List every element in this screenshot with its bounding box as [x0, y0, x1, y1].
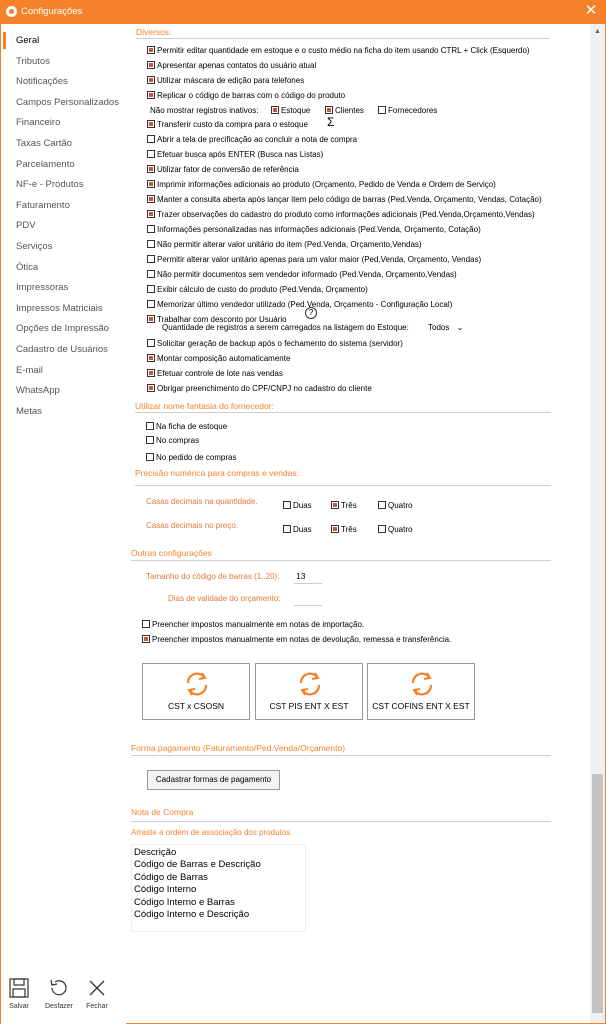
stock-records-qty-select[interactable]	[428, 321, 470, 334]
checkbox-label: Três	[341, 501, 357, 510]
divider	[135, 412, 551, 413]
cst-mapping-button[interactable]	[367, 663, 475, 720]
section-title-nota-compra: Nota de Compra	[131, 807, 194, 817]
checkbox[interactable]	[147, 339, 155, 347]
quote-validity-input[interactable]	[294, 592, 322, 606]
list-item[interactable]: Código Interno e Barras	[134, 896, 235, 908]
checkbox[interactable]	[146, 436, 154, 444]
checkbox-label: Utilizar máscara de edição para telefones	[157, 76, 305, 85]
divider	[135, 485, 551, 486]
save-button[interactable]	[5, 977, 33, 1017]
section-title-diversos: Diversos:	[136, 27, 172, 37]
checkbox[interactable]	[325, 106, 333, 114]
cst-mapping-button[interactable]	[142, 663, 250, 720]
checkbox[interactable]	[378, 106, 386, 114]
checkbox[interactable]	[147, 135, 155, 143]
checkbox[interactable]	[147, 180, 155, 188]
checkbox[interactable]	[147, 384, 155, 392]
checkbox-label: Transferir custo da compra para o estoque	[157, 120, 308, 129]
divider	[131, 755, 551, 756]
checkbox-label: No compras	[156, 436, 200, 445]
section-title-precisao: Precisão numérica para compras e vendas:	[135, 468, 299, 478]
checkbox-label: Imprimir informações adicionais ao produto (Orçamento, Pedido de Venda e Ordem de Serviço)	[157, 180, 496, 189]
checkbox-label: Manter a consulta aberta após lançar item pelo código de barras (Ped.Venda, Orçamento, Vendas, Cotação)	[157, 195, 542, 204]
sidebar-item[interactable]: Impressos Matriciais	[16, 302, 103, 314]
sidebar-item[interactable]: Ótica	[16, 261, 39, 273]
divider	[131, 821, 551, 822]
scroll-up-arrow-icon[interactable]: ▲	[594, 28, 601, 35]
divider	[131, 560, 551, 561]
list-item[interactable]: Descrição	[134, 847, 177, 858]
list-item[interactable]: Código de Barras e Descrição	[134, 859, 261, 871]
undo-icon	[48, 977, 70, 999]
close-button[interactable]	[83, 977, 111, 1017]
app-logo-icon	[6, 6, 17, 17]
checkbox-label: Obrigar preenchimento do CPF/CNPJ no cadastro do cliente	[157, 384, 372, 393]
undo-button[interactable]	[44, 977, 74, 1017]
sidebar-item[interactable]: Geral	[3, 32, 121, 49]
checkbox[interactable]	[147, 354, 155, 362]
scroll-thumb[interactable]	[592, 774, 603, 1013]
checkbox[interactable]	[147, 91, 155, 99]
quote-validity-label: Dias de validade do orçamento:	[168, 594, 281, 603]
window-close-button[interactable]: ✕	[584, 2, 598, 19]
sidebar-item[interactable]: Campos Personalizados	[16, 96, 119, 108]
checkbox-label: Duas	[293, 501, 312, 510]
window-title: Configurações	[21, 6, 83, 17]
sidebar-item[interactable]: Parcelamento	[16, 158, 75, 170]
cst-mapping-button-label: CST COFINS ENT X EST	[372, 701, 470, 711]
checkbox[interactable]	[146, 453, 154, 461]
checkbox-label: Solicitar geração de backup após o fechamento do sistema (servidor)	[157, 339, 403, 348]
checkbox[interactable]	[283, 525, 291, 533]
undo-label: Desfazer	[44, 1003, 73, 1010]
checkbox[interactable]	[147, 225, 155, 233]
decimal-places-label: Casas decimais no preço.	[146, 521, 239, 530]
checkbox[interactable]	[147, 165, 155, 173]
checkbox-label: Abrir a tela de precificação ao concluir a nota de compra	[157, 135, 358, 144]
checkbox-label: Trabalhar com desconto por Usuário	[157, 315, 287, 324]
checkbox-label: Permitir alterar valor unitário apenas para um valor maior (Ped.Venda, Orçamento, Vendas)	[157, 255, 482, 264]
divider	[136, 38, 550, 39]
chevron-down-icon: ⌄	[456, 323, 464, 332]
register-payment-methods-button[interactable]: Cadastrar formas de pagamento	[147, 770, 280, 790]
checkbox[interactable]	[147, 210, 155, 218]
stock-records-qty-value: Todos	[428, 323, 450, 332]
checkbox[interactable]	[147, 255, 155, 263]
close-icon	[86, 977, 108, 999]
checkbox-label: Três	[341, 525, 357, 534]
refresh-icon	[296, 670, 324, 698]
checkbox[interactable]	[147, 300, 155, 308]
sidebar-item[interactable]: Tributos	[16, 55, 50, 67]
checkbox[interactable]	[146, 422, 154, 430]
sigma-icon[interactable]: Σ	[327, 115, 335, 129]
sidebar-item[interactable]: Notificações	[16, 76, 68, 88]
checkbox-label: Informações personalizadas nas informações adicionais (Ped.Venda, Orçamento, Cotação)	[157, 225, 481, 234]
checkbox-label: Duas	[293, 525, 312, 534]
checkbox[interactable]	[378, 501, 386, 509]
checkbox[interactable]	[271, 106, 279, 114]
checkbox[interactable]	[147, 76, 155, 84]
list-item[interactable]: Código Interno e Descrição	[134, 909, 250, 921]
checkbox-label: Trazer observações do cadastro do produto como informações adicionais (Ped.Venda,Orçamento,Vendas)	[157, 210, 535, 219]
checkbox[interactable]	[147, 150, 155, 158]
barcode-size-label: Tamanho do código de barras (1..20):	[146, 572, 280, 581]
list-item[interactable]: Código de Barras	[134, 871, 208, 883]
checkbox[interactable]	[147, 120, 155, 128]
cst-mapping-button[interactable]	[255, 663, 363, 720]
sidebar-item[interactable]: Serviços	[16, 241, 53, 252]
title-bar	[0, 0, 606, 24]
checkbox-label: Replicar o código de barras com o código do produto	[157, 91, 346, 100]
section-title-pagamento: Forma pagamento (Faturamento/Ped.Venda/Orçamento)	[131, 743, 346, 753]
checkbox[interactable]	[147, 369, 155, 377]
sidebar-item[interactable]: Faturamento	[16, 199, 70, 211]
checkbox[interactable]	[142, 635, 150, 643]
checkbox-label: Na ficha de estoque	[156, 422, 228, 431]
checkbox-label: Utilizar fator de conversão de referência	[157, 165, 299, 174]
sidebar-item[interactable]: Financeiro	[16, 117, 61, 129]
settings-content	[126, 24, 590, 1024]
checkbox[interactable]	[142, 620, 150, 628]
section-title-outras: Outras configurações	[131, 548, 212, 558]
checkbox-label: Fornecedores	[388, 106, 438, 115]
list-item[interactable]: Código Interno	[134, 884, 197, 896]
checkbox-label: Preencher impostos manualmente em notas de importação.	[152, 620, 365, 629]
refresh-icon	[408, 670, 436, 698]
cst-mapping-button-label: CST PIS ENT X EST	[269, 701, 349, 711]
close-label: Fechar	[86, 1003, 108, 1010]
checkbox-label: Não permitir documentos sem vendedor informado (Ped.Venda, Orçamento,Vendas)	[157, 270, 457, 279]
checkbox-label: Estoque	[281, 106, 311, 115]
cst-mapping-button-label: CST x CSOSN	[167, 701, 225, 711]
sidebar-item[interactable]: Taxas Cartão	[16, 138, 72, 149]
checkbox[interactable]	[147, 315, 155, 323]
decimal-places-label: Casas decimais na quantidade.	[146, 497, 258, 506]
inactive-records-label: Não mostrar registros inativos:	[150, 106, 259, 115]
sidebar	[1, 24, 126, 1024]
checkbox[interactable]	[147, 285, 155, 293]
checkbox[interactable]	[283, 501, 291, 509]
checkbox-label: Memorizar último vendedor utilizado (Ped.Venda, Orçamento - Configuração Local)	[157, 300, 453, 309]
checkbox-label: Efetuar controle de lote nas vendas	[157, 369, 283, 378]
association-order-label: Arraste a ordem de associação dos produtos	[131, 828, 291, 837]
refresh-icon	[183, 670, 211, 698]
checkbox[interactable]	[147, 46, 155, 54]
sidebar-item[interactable]: Opções de Impressão	[16, 323, 109, 335]
checkbox[interactable]	[331, 525, 339, 533]
checkbox[interactable]	[147, 195, 155, 203]
checkbox[interactable]	[147, 240, 155, 248]
checkbox-label: Quatro	[388, 525, 413, 534]
checkbox-label: Não permitir alterar valor unitário do item (Ped.Venda, Orçamento,Vendas)	[157, 240, 422, 249]
checkbox-label: Efetuar busca após ENTER (Busca nas Listas)	[157, 150, 324, 159]
checkbox-label: Clientes	[335, 106, 364, 115]
help-icon[interactable]: ?	[305, 307, 317, 319]
stock-records-qty-label: Quantidade de registros a serem carregados na listagem do Estoque:	[162, 323, 409, 332]
sidebar-item[interactable]: NF-e - Produtos	[16, 179, 84, 191]
sidebar-item[interactable]: E-mail	[16, 364, 43, 376]
checkbox-label: Montar composição automaticamente	[157, 354, 291, 363]
checkbox-label: Exibir cálculo de custo do produto (Ped.Venda, Orçamento)	[157, 285, 368, 294]
checkbox-label: No pedido de compras	[156, 453, 237, 462]
sidebar-item[interactable]: WhatsApp	[16, 385, 60, 397]
barcode-size-input[interactable]: 13	[294, 570, 322, 584]
save-label: Salvar	[9, 1003, 29, 1010]
sidebar-item[interactable]: PDV	[16, 220, 36, 232]
checkbox-label: Permitir editar quantidade em estoque e o custo médio na ficha do item usando CTRL + Click (Esquerdo)	[157, 46, 530, 55]
section-title-fantasia: Utilizar nome fantasia do fornecedor:	[135, 401, 274, 411]
checkbox-label: Preencher impostos manualmente em notas de devolução, remessa e transferência.	[152, 635, 452, 644]
checkbox[interactable]	[331, 501, 339, 509]
sidebar-item[interactable]: Cadastro de Usuários	[16, 344, 108, 355]
checkbox[interactable]	[147, 61, 155, 69]
sidebar-item[interactable]: Metas	[16, 405, 42, 417]
checkbox[interactable]	[147, 270, 155, 278]
checkbox[interactable]	[378, 525, 386, 533]
checkbox-label: Apresentar apenas contatos do usuário atual	[157, 61, 317, 70]
save-icon	[8, 977, 30, 999]
sidebar-item[interactable]: Impressoras	[16, 282, 69, 294]
association-order-list[interactable]	[131, 844, 306, 932]
vertical-scrollbar[interactable]	[590, 24, 605, 1023]
checkbox-label: Quatro	[388, 501, 413, 510]
